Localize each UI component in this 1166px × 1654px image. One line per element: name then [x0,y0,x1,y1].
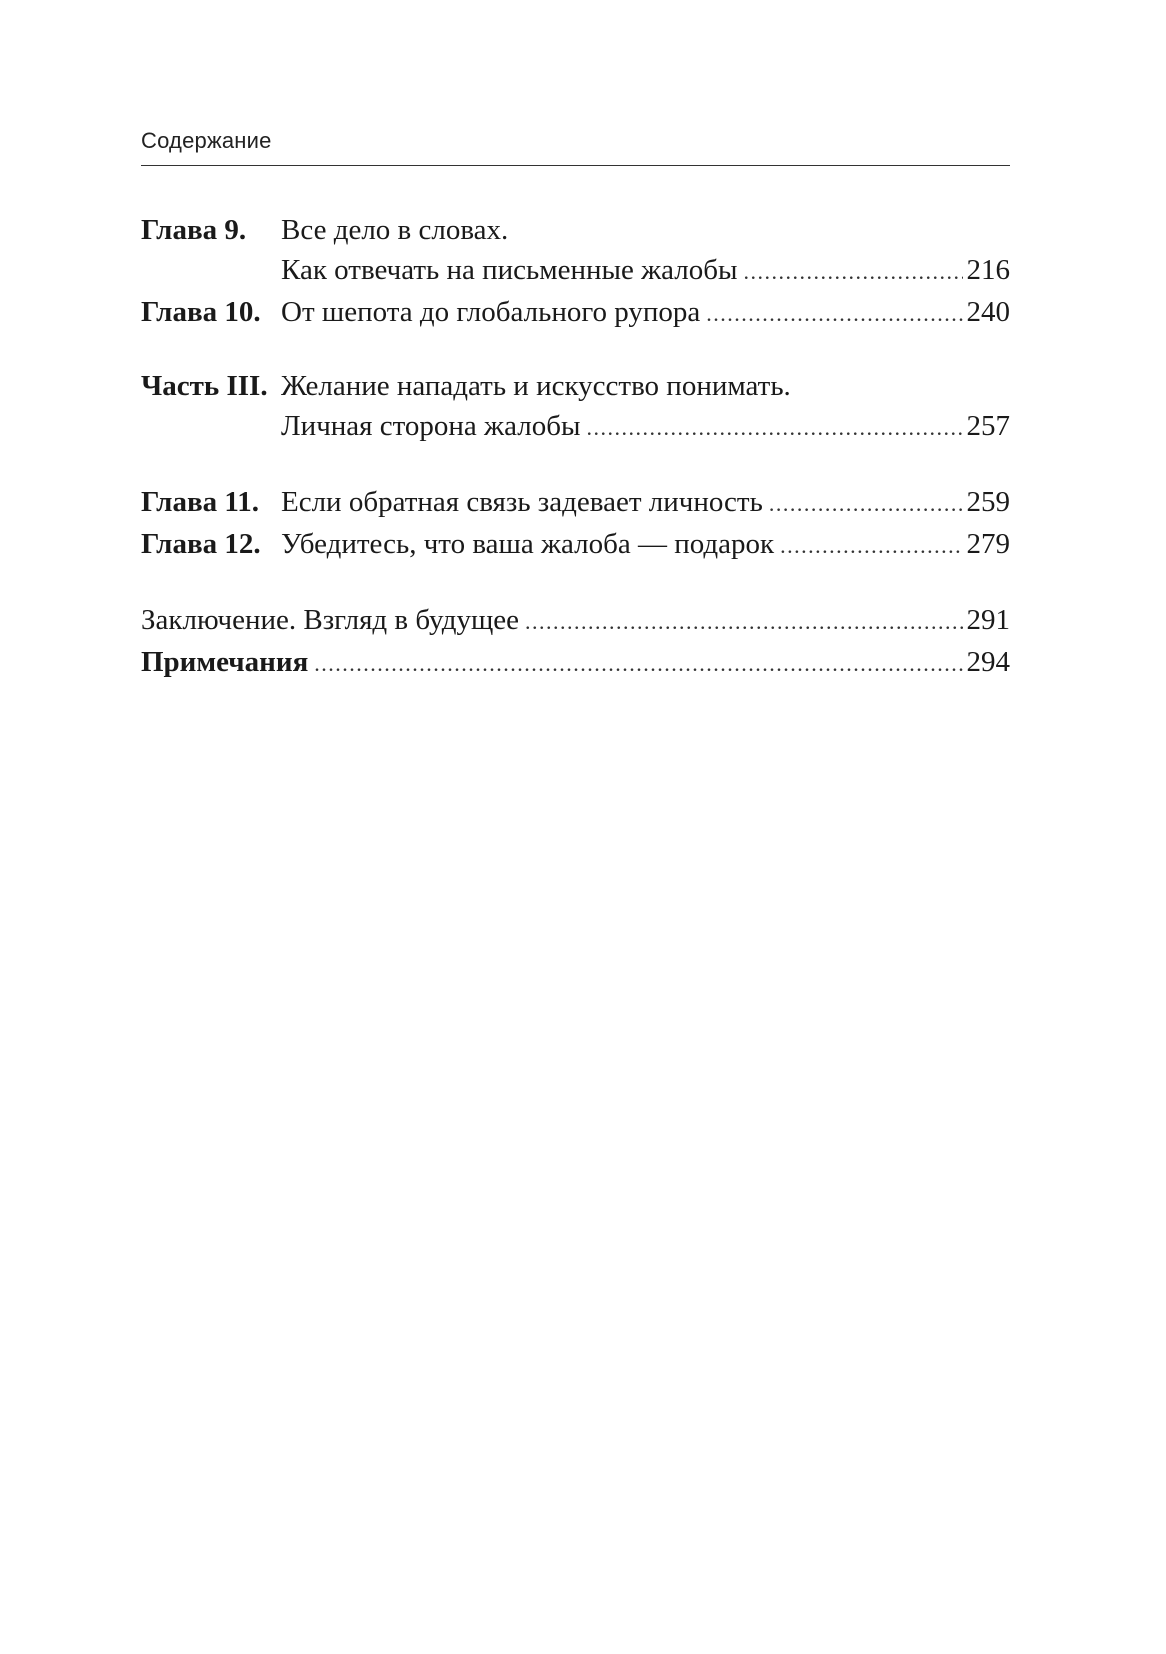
toc-page-number: 291 [966,604,1010,636]
toc-title: Примечания [141,646,309,678]
toc-title: Заключение. Взгляд в будущее [141,604,520,636]
dot-leader [744,252,963,292]
toc-title: Убедитесь, что ваша жалоба — подарок [281,528,775,560]
toc-entry-notes[interactable] [141,642,1010,684]
toc-title: Если обратная связь задевает личность [281,486,763,518]
toc-entry-chapter-9[interactable] [141,210,1010,292]
toc-page-number: 240 [966,296,1010,328]
dot-leader [706,294,962,334]
toc-page-number: 216 [966,254,1010,286]
dot-leader [769,484,963,524]
toc-page-number: 279 [966,528,1010,560]
toc-label: Глава 9. [141,214,247,246]
toc-label: Часть III. [141,370,268,402]
dot-leader [780,526,962,566]
toc-title-line: Желание нападать и искусство понимать. [281,370,791,402]
dot-leader [586,408,962,448]
toc-title: От шепота до глобального рупора [281,296,701,328]
toc-page-number: 294 [966,646,1010,678]
dot-leader [525,602,962,642]
toc-entry-chapter-11[interactable] [141,482,1010,524]
header-rule [141,165,1010,166]
toc-title-line: Все дело в словах. [281,214,509,246]
toc-page-number: 259 [966,486,1010,518]
table-of-contents [141,210,1010,684]
dot-leader [314,644,962,684]
running-head: Содержание [141,128,272,153]
toc-entry-conclusion[interactable] [141,600,1010,642]
toc-entry-chapter-10[interactable] [141,292,1010,334]
toc-entry-chapter-12[interactable] [141,524,1010,566]
toc-label: Глава 10. [141,296,261,328]
toc-page-number: 257 [966,410,1010,442]
toc-title-line: Личная сторона жалобы [281,410,581,442]
toc-label: Глава 12. [141,528,261,560]
toc-title-line: Как отвечать на письменные жалобы [281,254,738,286]
toc-entry-part-3[interactable] [141,366,1010,448]
toc-label: Глава 11. [141,486,260,518]
